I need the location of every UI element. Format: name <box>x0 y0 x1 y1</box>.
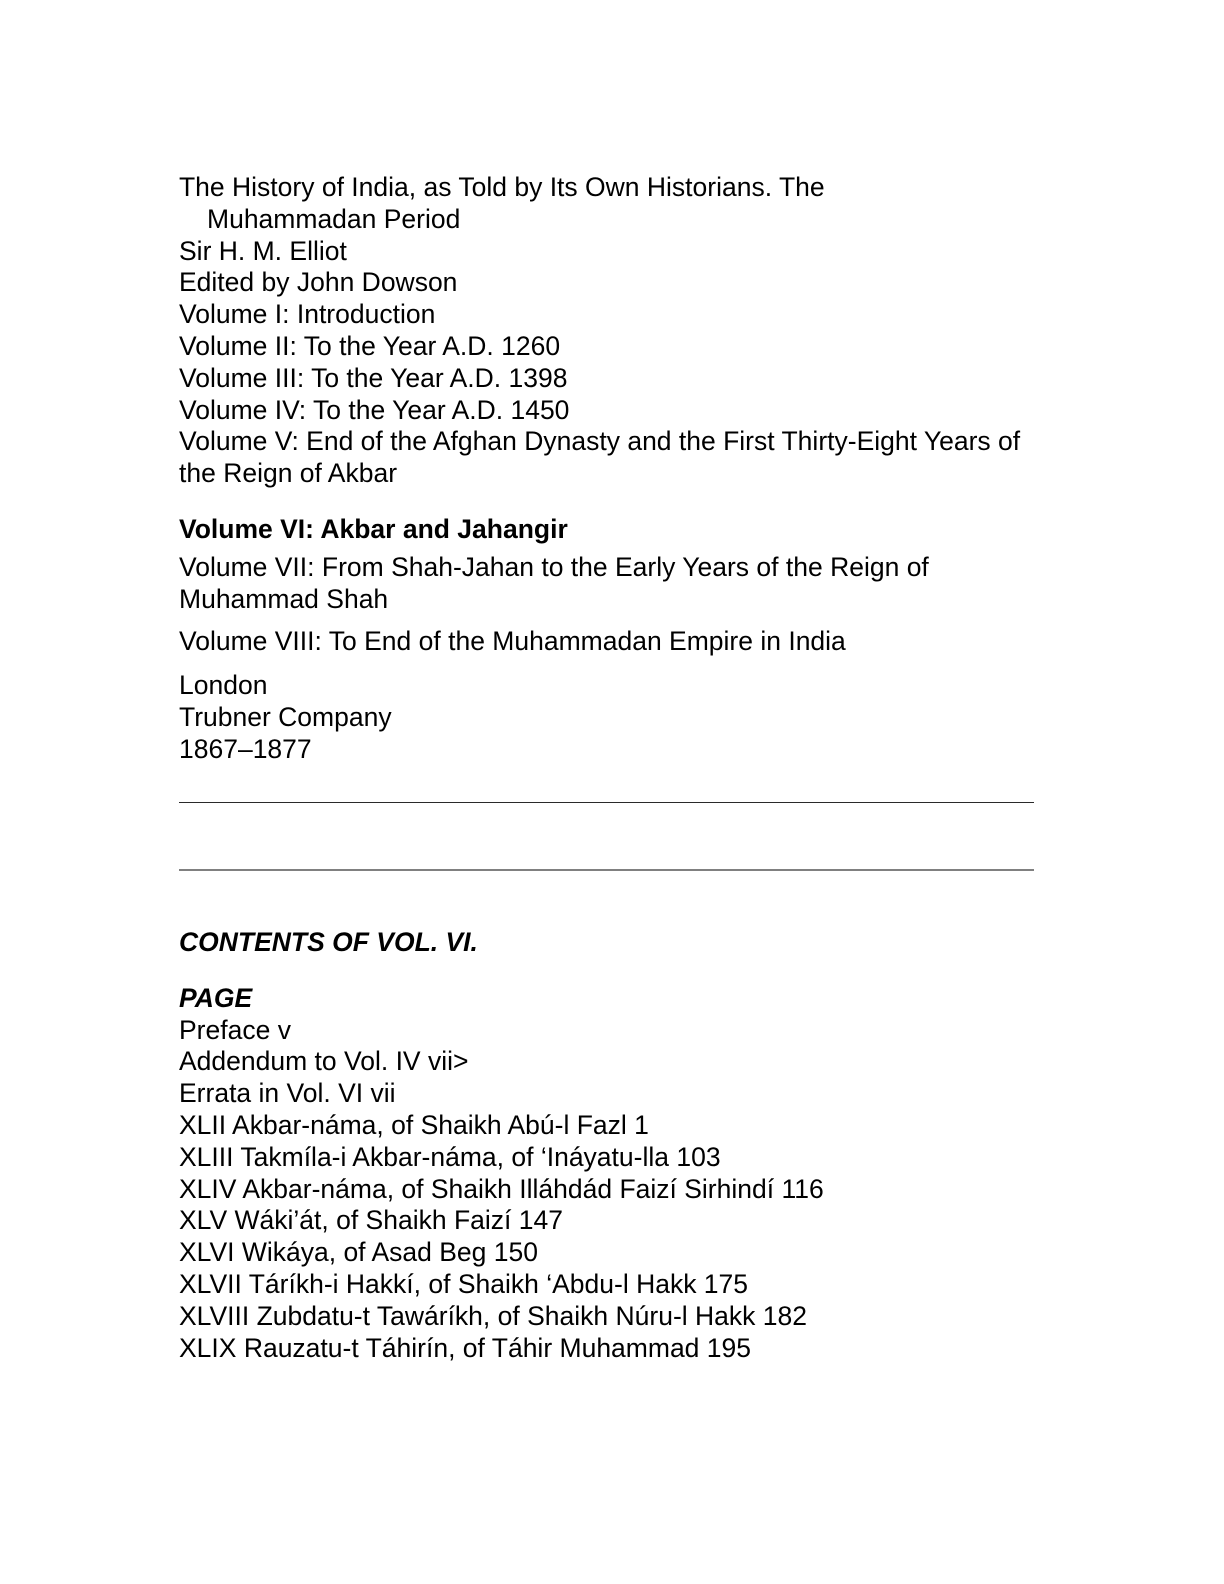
contents-entry: Errata in Vol. VI vii <box>179 1078 396 1109</box>
editor: Edited by John Dowson <box>179 267 458 298</box>
publisher-name: Trubner Company <box>179 701 392 732</box>
contents-entry: XLVI Wikáya, of Asad Beg 150 <box>179 1237 538 1268</box>
book-title-line1: The History of India, as Told by Its Own Historians. The <box>179 172 825 202</box>
contents-section <box>179 927 1035 1364</box>
contents-entry: Addendum to Vol. IV vii> <box>179 1046 469 1077</box>
volume-iii: Volume III: To the Year A.D. 1398 <box>179 362 568 393</box>
contents-entry: XLIX Rauzatu-t Táhirín, of Táhir Muhammad 195 <box>179 1332 752 1363</box>
contents-entry: XLIII Takmíla-i Akbar-náma, of ‘Ináyatu-lla 103 <box>179 1141 721 1172</box>
book-title-line2: Muhammadan Period <box>207 203 461 234</box>
volume-viii: Volume VIII: To End of the Muhammadan Empire in India <box>179 626 846 657</box>
publication-years: 1867–1877 <box>179 733 312 764</box>
contents-entry: XLIV Akbar-náma, of Shaikh Illáhdád Faizí Sirhindí 116 <box>179 1173 824 1204</box>
current-volume-title: Volume VI: Akbar and Jahangir <box>179 513 568 544</box>
author: Sir H. M. Elliot <box>179 235 347 266</box>
divider-top <box>179 802 1034 803</box>
contents-entry: XLV Wáki’át, of Shaikh Faizí 147 <box>179 1205 563 1236</box>
title-page <box>179 172 1035 766</box>
contents-entry: XLVII Táríkh-i Hakkí, of Shaikh ‘Abdu-l Hakk 175 <box>179 1268 749 1299</box>
contents-heading: CONTENTS OF VOL. VI. <box>179 927 478 957</box>
divider-bottom <box>179 869 1034 871</box>
publisher-city: London <box>179 670 268 701</box>
volume-vii: Volume VII: From Shah-Jahan to the Early Years of the Reign of Muhammad Shah <box>179 551 929 614</box>
contents-entry: Preface v <box>179 1014 291 1045</box>
volume-v: Volume V: End of the Afghan Dynasty and the First Thirty-Eight Years of the Reign of Akbar <box>179 426 1021 489</box>
volume-iv: Volume IV: To the Year A.D. 1450 <box>179 394 570 425</box>
contents-entry: XLVIII Zubdatu-t Tawáríkh, of Shaikh Núru-l Hakk 182 <box>179 1300 807 1331</box>
volume-i: Volume I: Introduction <box>179 299 436 330</box>
page-column-label: PAGE <box>179 982 253 1013</box>
volume-ii: Volume II: To the Year A.D. 1260 <box>179 330 561 361</box>
contents-entry: XLII Akbar-náma, of Shaikh Abú-l Fazl 1 <box>179 1109 649 1140</box>
